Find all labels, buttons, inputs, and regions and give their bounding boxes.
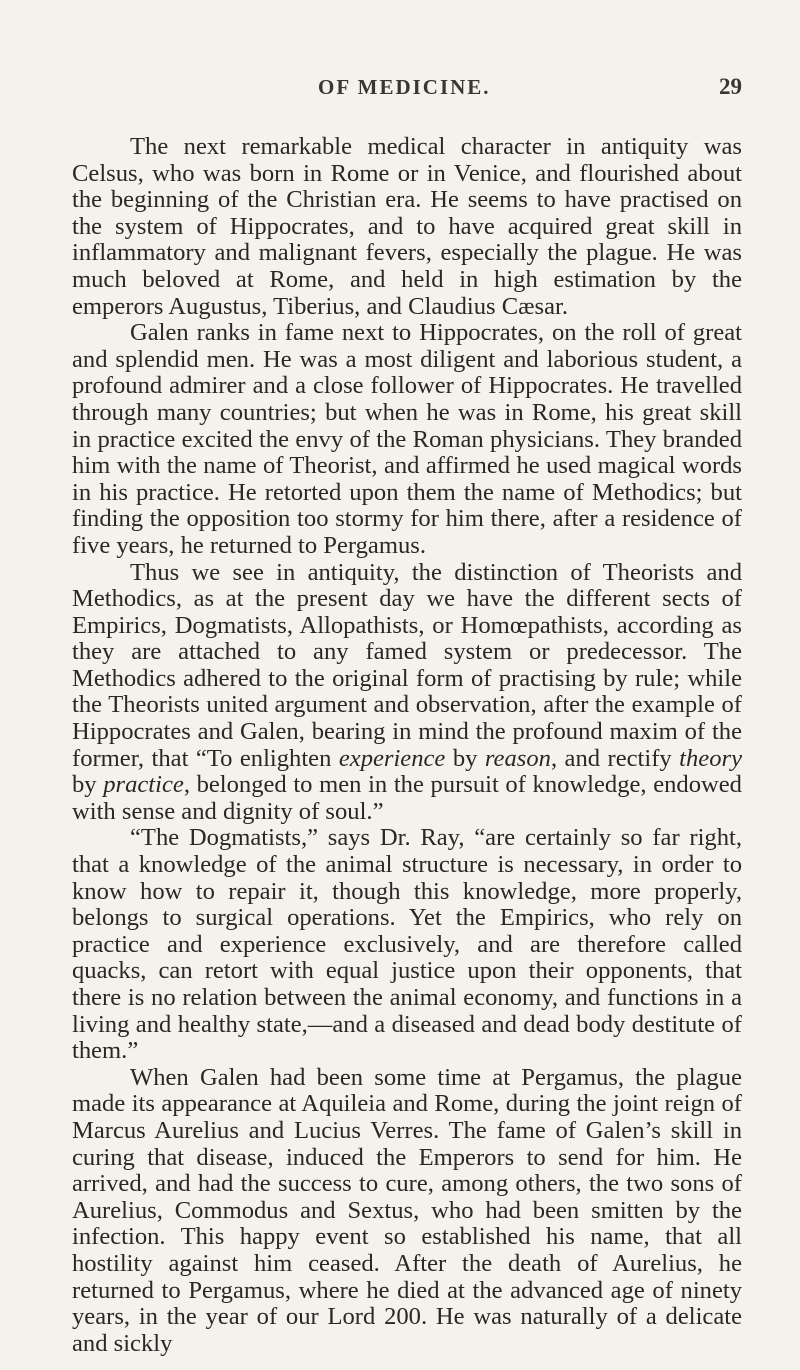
text-segment: Galen ranks in fame next to Hippocrates, on the roll of great and splendid men. He was a most diligent and laborious student, a profound admirer and a close follower of Hippocrates. He travelled through many countries; but when he was in Rome, his great skill in practice excited the envy of the Roman physicians. They branded him with the name of Theorist, and affirmed he used magical words in his practice. He retorted upon them the name of Methodics; but finding the opposition too stormy for him there, after a residence of five years, he returned to Pergamus. — [72, 319, 742, 559]
text-segment: by — [445, 744, 485, 772]
paragraph — [72, 134, 742, 320]
text-segment: “The Dogmatists,” says Dr. Ray, “are certainly so far right, that a knowledge of the animal structure is necessary, in order to know how to repair it, though this knowledge, more properly, belongs to surgical operations. Yet the Empirics, who rely on practice and experience exclusively, and are therefore called quacks, can retort with equal justice upon their opponents, that there is no relation between the animal economy, and functions in a living and healthy state,—and a diseased and dead body destitute of them.” — [72, 824, 742, 1065]
running-header — [72, 0, 742, 99]
page-number: 29 — [719, 74, 742, 99]
running-title: OF MEDICINE. — [318, 75, 491, 99]
text-segment: by — [72, 771, 104, 799]
italic-text-segment: theory — [679, 744, 743, 772]
text-segment: The next remarkable medical character in antiquity was Celsus, who was born in Rome or in Venice, and flourished about the beginning of the Christian era. He seems to have practised on the system of Hippocrates, and to have acquired great skill in inflammatory and malignant fevers, especially the plague. He was much beloved at Rome, and held in high estimation by the emperors Augustus, Tiberius, and Claudius Cæsar. — [72, 133, 742, 320]
paragraph — [72, 1065, 742, 1358]
italic-text-segment: reason — [484, 744, 551, 772]
paragraph — [72, 825, 742, 1064]
text-segment: When Galen had been some time at Pergamus, the plague made its appearance at Aquileia and Rome, during the joint reign of Marcus Aurelius and Lucius Verres. The fame of Galen’s skill in curing that disease, induced the Emperors to send for him. He arrived, and had the success to cure, among others, the two sons of Aurelius, Commodus and Sextus, who had been smitten by the infection. This happy event so established his name, that all hostility against him ceased. After the death of Aurelius, he returned to Pergamus, where he died at the advanced age of ninety years, in the year of our Lord 200. He was naturally of a delicate and sickly — [72, 1063, 742, 1357]
text-segment: , belonged to men in the pursuit of knowledge, endowed with sense and dignity of soul.” — [72, 771, 742, 825]
body-text — [72, 134, 742, 1357]
italic-text-segment: experience — [338, 744, 446, 772]
italic-text-segment: practice — [103, 771, 184, 799]
text-segment: Thus we see in antiquity, the distinction of Theorists and Methodics, as at the present day we have the different sects of Empirics, Dogmatists, Allopathists, or Homœpathists, according as they are attached to any famed system or predecessor. The Methodics adhered to the original form of practising by rule; while the Theorists united argument and observation, after the example of Hippocrates and Galen, bearing in mind the profound maxim of the former, that “To enlighten — [72, 558, 742, 772]
text-segment: , and rectify — [550, 744, 680, 772]
paragraph — [72, 320, 742, 559]
paragraph — [72, 560, 742, 826]
